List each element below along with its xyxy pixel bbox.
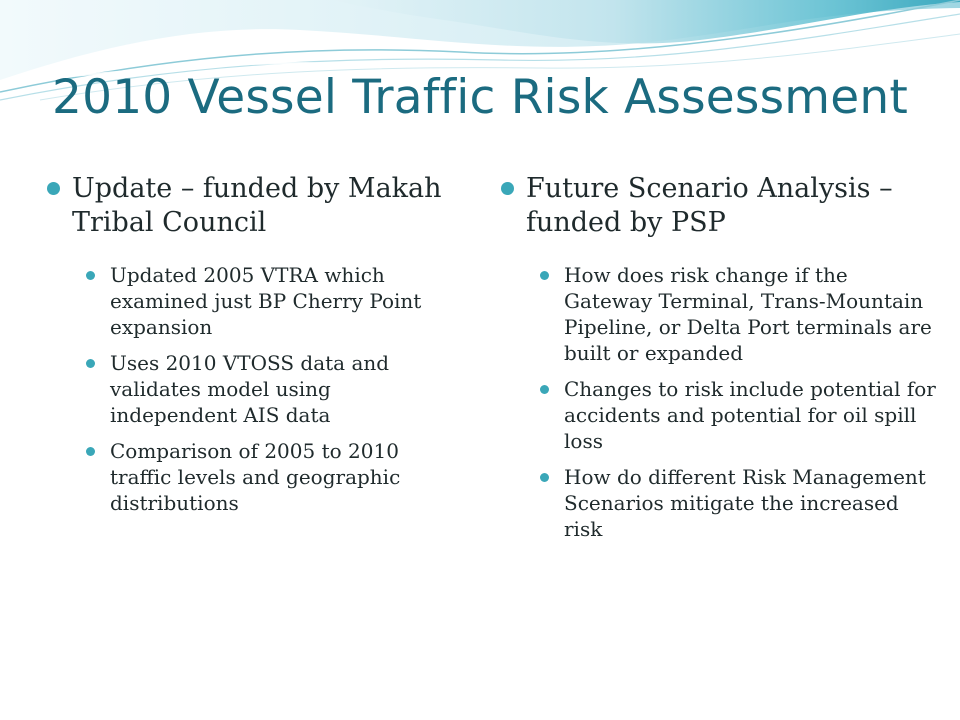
list-item bbox=[540, 464, 938, 542]
list-item bbox=[86, 350, 464, 428]
right-column bbox=[498, 172, 938, 552]
list-item-text: How do different Risk Management Scenarios mitigate the increased risk bbox=[564, 464, 926, 541]
left-column bbox=[44, 172, 464, 526]
bullet-icon bbox=[86, 271, 95, 280]
bullet-icon bbox=[540, 473, 549, 482]
right-heading-item bbox=[498, 172, 938, 240]
bullet-icon bbox=[501, 182, 514, 195]
right-sub-list bbox=[498, 262, 938, 542]
list-item bbox=[540, 262, 938, 366]
left-sub-list bbox=[44, 262, 464, 516]
bullet-icon bbox=[47, 182, 60, 195]
bullet-icon bbox=[86, 447, 95, 456]
list-item-text: Changes to risk include potential for accidents and potential for oil spill loss bbox=[564, 376, 936, 453]
list-item bbox=[540, 376, 938, 454]
bullet-icon bbox=[540, 271, 549, 280]
right-heading: Future Scenario Analysis – funded by PSP bbox=[526, 173, 893, 238]
list-item-text: How does risk change if the Gateway Terminal, Trans-Mountain Pipeline, or Delta Port terminals are built or expanded bbox=[564, 262, 932, 365]
list-item bbox=[86, 262, 464, 340]
bullet-icon bbox=[540, 385, 549, 394]
list-item-text: Updated 2005 VTRA which examined just BP Cherry Point expansion bbox=[110, 262, 422, 339]
list-item bbox=[86, 438, 464, 516]
slide-title: 2010 Vessel Traffic Risk Assessment bbox=[51, 70, 908, 125]
bullet-icon bbox=[86, 359, 95, 368]
list-item-text: Uses 2010 VTOSS data and validates model using independent AIS data bbox=[110, 350, 390, 427]
left-heading: Update – funded by Makah Tribal Council bbox=[72, 173, 442, 238]
list-item-text: Comparison of 2005 to 2010 traffic levels and geographic distributions bbox=[110, 438, 401, 515]
left-heading-item bbox=[44, 172, 464, 240]
